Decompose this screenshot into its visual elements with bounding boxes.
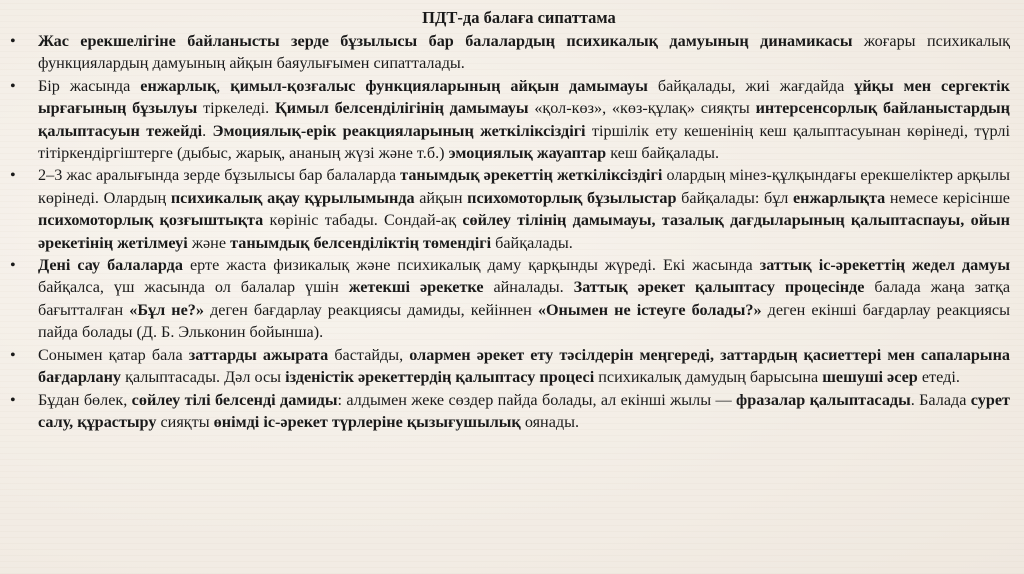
text: сияқты	[156, 412, 214, 431]
text: қалыптасады. Дәл осы	[121, 368, 286, 387]
text: деген екінші бағдарлау реакциясы пайда болады (Д. Б. Эльконин бойынша).	[38, 300, 1010, 342]
text: тіршілік ету кешенінің кеш қалыптасуынан көрінеді, түрлі тітіркендіргіштерге (дыбыс, жарық, ананың жүзі және т.б.)	[38, 121, 1011, 163]
bullet-item-5	[8, 344, 1010, 389]
slide-title: ПДТ-да балаға сипаттама	[422, 8, 616, 27]
bullet-item-1	[8, 30, 1010, 75]
bullet-dot-icon: •	[10, 256, 16, 275]
text: Сонымен қатар бала	[38, 345, 189, 364]
text: бастайды,	[328, 345, 410, 364]
bold-text: интерсенсорлық байланыстардың қалыптасуын тежейді	[38, 99, 1010, 140]
text: байқалса, үш жасында ол балалар үшін	[38, 278, 349, 297]
bold-text: психомоторлық қозғыштықта	[38, 211, 264, 230]
bold-text: «Онымен не істеуге болады?»	[537, 300, 762, 319]
bold-text: сөйлеу тілінің дамымауы, тазалық дағдыларының қалыптаспауы, ойын әрекетінің жетілмеуі	[38, 211, 1010, 252]
text: .	[202, 121, 213, 140]
text: кеш байқалады.	[606, 144, 720, 163]
text: байқалады.	[491, 233, 573, 252]
bullet-item-2	[8, 75, 1010, 165]
bold-text: жетекші әрекетке	[348, 278, 484, 297]
text: тіркеледі.	[197, 99, 275, 118]
bold-text: енжарлықта	[793, 188, 886, 207]
text: айналады.	[483, 278, 574, 297]
bold-text: олармен әрекет ету тәсілдерін меңгереді, заттардың қасиеттері мен сапаларына бағдарлану	[38, 345, 1010, 387]
bold-text: ұйқы мен сергектік ырғағының бұзылуы	[38, 76, 1011, 118]
text: олардың мінез-құлқындағы ерекшеліктер арқылы көрінеді. Олардың	[38, 166, 1011, 207]
bold-text: танымдық әрекеттің жеткіліксіздігі	[400, 166, 663, 185]
text: психикалық дамудың барысына	[594, 368, 823, 387]
bold-text: өнімді іс-әрекет түрлеріне қызығушылық	[213, 412, 521, 431]
bullet-item-6	[8, 389, 1010, 434]
bold-text: ізденістік әрекеттердің қалыптасу процесі	[285, 368, 595, 387]
text: ,	[216, 76, 231, 95]
bold-text: танымдық белсенділіктің төмендігі	[230, 233, 492, 252]
slide	[8, 8, 1010, 564]
bullet-dot-icon: •	[10, 32, 16, 50]
bullet-item-4	[8, 254, 1010, 344]
bold-text: шешуші әсер	[822, 368, 918, 387]
bold-text: қимыл-қозғалыс функцияларының айқын дамымауы	[230, 76, 648, 95]
bold-text: психомоторлық бұзылыстар	[467, 188, 677, 207]
text: жоғары психикалық функциялардың дамуының айқын баяулығымен сипатталады.	[38, 32, 1010, 73]
bold-text: Заттық әрекет қалыптасу процесінде	[573, 278, 865, 297]
bold-text: заттық іс-әрекеттің жедел дамуы	[759, 256, 1010, 275]
text: Бір жасында	[38, 76, 141, 95]
text: және	[187, 233, 231, 252]
bold-text: психикалық ақау құрылымында	[170, 188, 415, 207]
text: байқалады, жиі жағдайда	[647, 76, 855, 95]
bold-text: Жас ерекшелігіне байланысты зерде бұзылысы бар балалардың психикалық дамуының динамикасы	[38, 32, 853, 50]
text: етеді.	[917, 368, 960, 387]
bullet-dot-icon: •	[10, 166, 16, 185]
text: айқын	[414, 188, 468, 207]
bold-text: сөйлеу тілі белсенді дамиды	[131, 390, 338, 409]
bold-text: заттарды ажырата	[188, 345, 329, 364]
bullet-dot-icon: •	[10, 390, 16, 409]
bold-text: сурет салу, құрастыру	[38, 390, 1010, 431]
text: . Балада	[910, 390, 971, 409]
bold-text: Дені сау балаларда	[38, 256, 183, 275]
text: балада жаңа затқа бағытталған	[38, 278, 1011, 319]
text: Бұдан бөлек,	[38, 390, 132, 409]
bold-text: фразалар қалыптасады	[736, 390, 911, 409]
text: немесе керісінше	[885, 188, 1010, 207]
bullet-dot-icon: •	[10, 76, 16, 95]
text: көрініс табады. Сондай-ақ	[263, 211, 463, 230]
bullet-dot-icon: •	[10, 345, 16, 364]
text: 2–3 жас аралығында зерде бұзылысы бар балаларда	[38, 166, 401, 185]
text: оянады.	[520, 412, 580, 431]
bold-text: Эмоциялық-ерік реакцияларының жеткіліксіздігі	[212, 121, 586, 140]
bold-text: Қимыл белсенділігінің дамымауы	[275, 99, 529, 118]
bullet-item-3	[8, 164, 1010, 254]
bold-text: эмоциялық жауаптар	[448, 144, 607, 163]
text: ерте жаста физикалық және психикалық даму қарқынды жүреді. Екі жасында	[182, 256, 760, 275]
text: «қол-көз», «көз-құлақ» сияқты	[528, 99, 756, 118]
text: : алдымен жеке сөздер пайда болады, ал екінші жылы —	[337, 390, 737, 409]
text: деген бағдарлау реакциясы дамиды, кейіннен	[204, 300, 538, 319]
bullet-list	[8, 30, 1010, 433]
text: байқалады: бұл	[676, 188, 793, 207]
bold-text: «Бұл не?»	[129, 300, 204, 319]
bold-text: енжарлық	[140, 76, 217, 95]
